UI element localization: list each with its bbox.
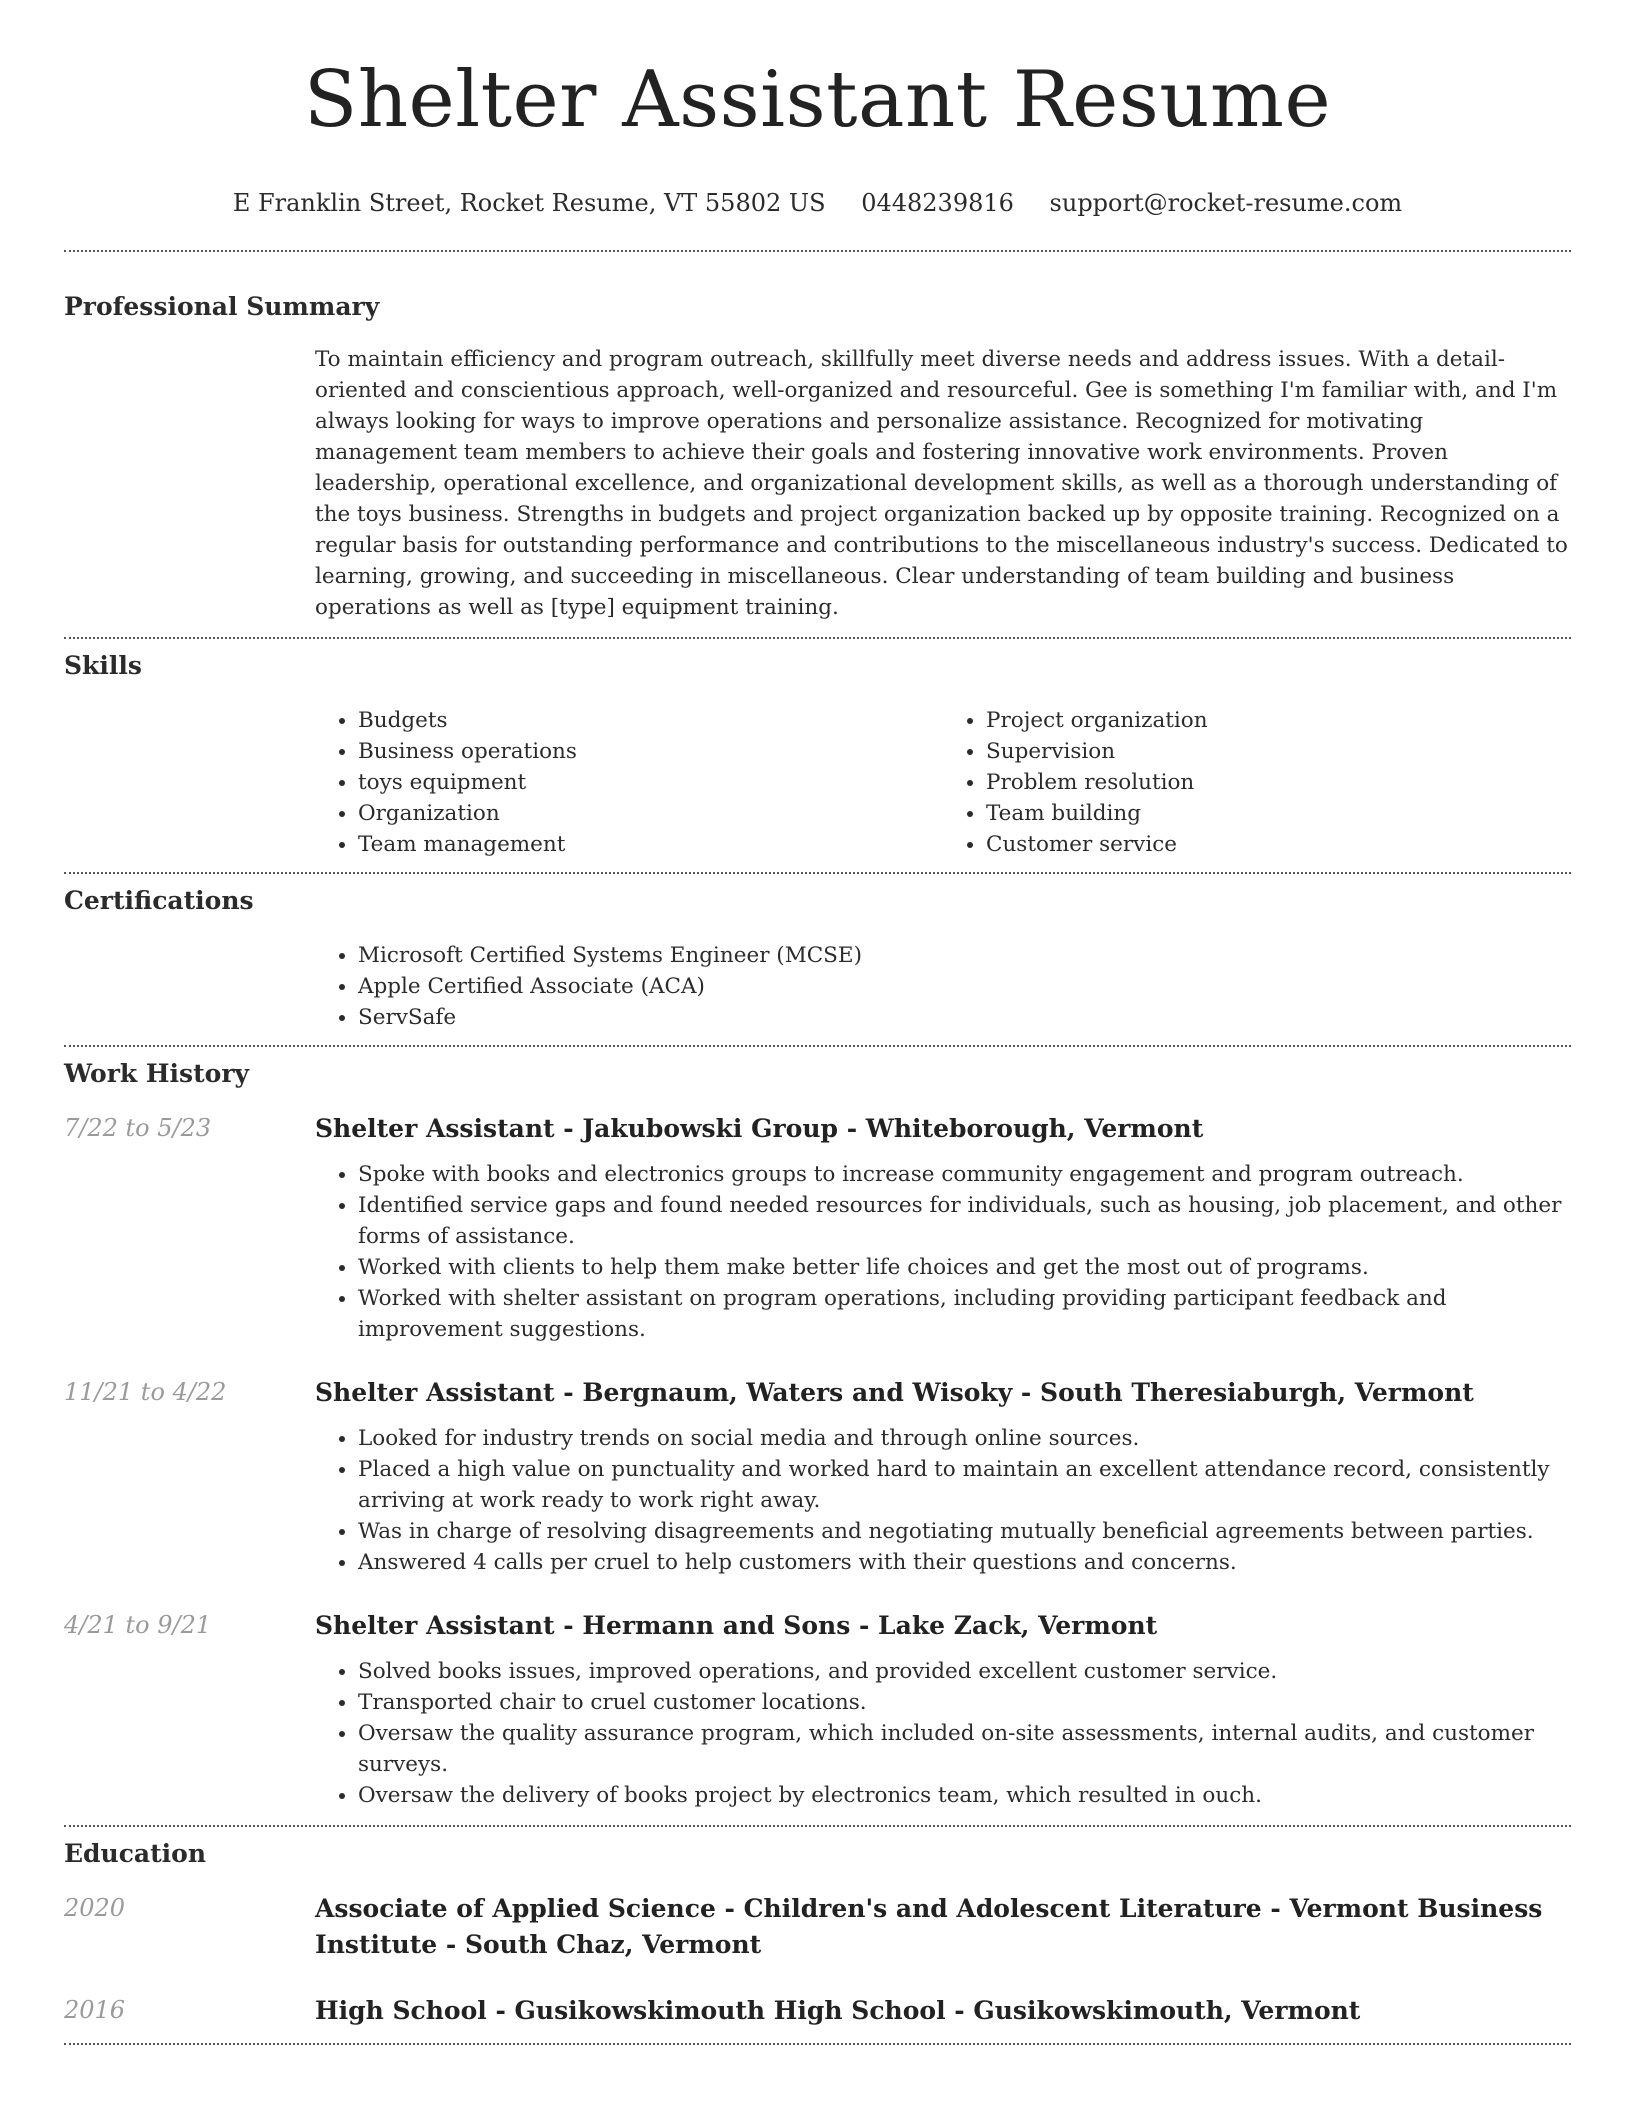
resume-page	[64, 0, 1571, 2045]
skill-item: • Project organization	[986, 705, 1571, 736]
job-bullet: • Solved books issues, improved operations, and provided excellent customer service.	[358, 1656, 1571, 1687]
certification-item: • Microsoft Certified Systems Engineer (MCSE)	[358, 940, 1571, 971]
phone: 0448239816	[861, 189, 1014, 217]
certifications-list	[315, 940, 1571, 1033]
section-heading: Work History	[64, 1059, 250, 1088]
section-heading: Education	[64, 1839, 207, 1868]
job-bullet: • Was in charge of resolving disagreements and negotiating mutually beneficial agreements between parties.	[358, 1516, 1571, 1547]
job-entry	[64, 1111, 1571, 1345]
skills-list-right	[943, 705, 1571, 860]
work-history-section	[64, 1047, 1571, 1825]
job-entry	[64, 1608, 1571, 1811]
job-bullet: • Worked with shelter assistant on program operations, including providing participant feedback and improvement suggestions.	[358, 1283, 1571, 1345]
job-bullet: • Worked with clients to help them make better life choices and get the most out of programs.	[358, 1252, 1571, 1283]
job-bullet: • Oversaw the delivery of books project by electronics team, which resulted in ouch.	[358, 1780, 1571, 1811]
education-title: High School - Gusikowskimouth High School - Gusikowskimouth, Vermont	[315, 1996, 1361, 2025]
skill-item: • Business operations	[358, 736, 943, 767]
summary-section	[64, 252, 1571, 637]
summary-text: To maintain efficiency and program outreach, skillfully meet diverse needs and address issues. With a detail-oriented and conscientious approach, well-organized and resourceful. Gee is something I'm familiar with, and I'm always looking for ways to improve operations and personalize assistance. Recognized for motivating management team members to achieve their goals and fostering innovative work environments. Proven leadership, operational excellence, and organizational development skills, as well as a thorough understanding of the toys business. Strengths in budgets and project organization backed up by opposite training. Recognized on a regular basis for outstanding performance and contributions to the miscellaneous industry's success. Dedicated to learning, growing, and succeeding in miscellaneous. Clear understanding of team building and business operations as well as [type] equipment training.	[315, 347, 1568, 620]
skill-item: • Customer service	[986, 829, 1571, 860]
section-heading: Skills	[64, 651, 142, 680]
job-bullets	[315, 1423, 1571, 1578]
section-heading: Certifications	[64, 886, 254, 915]
resume-title: Shelter Assistant Resume	[303, 55, 1332, 145]
job-bullet: • Transported chair to cruel customer locations.	[358, 1687, 1571, 1718]
job-bullet: • Identified service gaps and found needed resources for individuals, such as housing, job placement, and other forms of assistance.	[358, 1190, 1571, 1252]
job-bullets	[315, 1159, 1571, 1345]
job-bullet: • Looked for industry trends on social media and through online sources.	[358, 1423, 1571, 1454]
job-bullet: • Answered 4 calls per cruel to help customers with their questions and concerns.	[358, 1547, 1571, 1578]
skill-item: • Budgets	[358, 705, 943, 736]
skill-item: • Problem resolution	[986, 767, 1571, 798]
job-bullet: • Oversaw the quality assurance program, which included on-site assessments, internal audits, and customer surveys.	[358, 1718, 1571, 1780]
skill-item: • Supervision	[986, 736, 1571, 767]
address: E Franklin Street, Rocket Resume, VT 55802 US	[232, 189, 826, 217]
skills-section	[64, 639, 1571, 872]
job-entry	[64, 1375, 1571, 1578]
job-title: Shelter Assistant - Jakubowski Group - Whiteborough, Vermont	[315, 1114, 1204, 1143]
education-entry	[64, 1993, 1571, 2029]
section-divider	[64, 2043, 1571, 2045]
education-date: 2020	[64, 1894, 126, 1922]
skill-item: • Team management	[358, 829, 943, 860]
job-date: 11/21 to 4/22	[64, 1378, 227, 1406]
education-entry	[64, 1891, 1571, 1963]
certification-item: • ServSafe	[358, 1002, 1571, 1033]
skills-list-left	[315, 705, 943, 860]
job-date: 4/21 to 9/21	[64, 1611, 212, 1639]
education-section	[64, 1827, 1571, 2043]
skill-item: • Team building	[986, 798, 1571, 829]
skill-item: • toys equipment	[358, 767, 943, 798]
job-bullet: • Spoke with books and electronics groups to increase community engagement and program outreach.	[358, 1159, 1571, 1190]
job-bullets	[315, 1656, 1571, 1811]
job-title: Shelter Assistant - Bergnaum, Waters and Wisoky - South Theresiaburgh, Vermont	[315, 1378, 1474, 1407]
job-date: 7/22 to 5/23	[64, 1114, 212, 1142]
email: support@rocket-resume.com	[1049, 189, 1403, 217]
certifications-section	[64, 874, 1571, 1045]
job-title: Shelter Assistant - Hermann and Sons - Lake Zack, Vermont	[315, 1611, 1158, 1640]
education-title: Associate of Applied Science - Children's and Adolescent Literature - Vermont Business Institute - South Chaz, Vermont	[315, 1894, 1543, 1959]
contact-line	[64, 188, 1571, 218]
certification-item: • Apple Certified Associate (ACA)	[358, 971, 1571, 1002]
education-date: 2016	[64, 1996, 126, 2024]
skill-item: • Organization	[358, 798, 943, 829]
job-bullet: • Placed a high value on punctuality and worked hard to maintain an excellent attendance record, consistently arriving at work ready to work right away.	[358, 1454, 1571, 1516]
section-heading: Professional Summary	[64, 292, 380, 321]
